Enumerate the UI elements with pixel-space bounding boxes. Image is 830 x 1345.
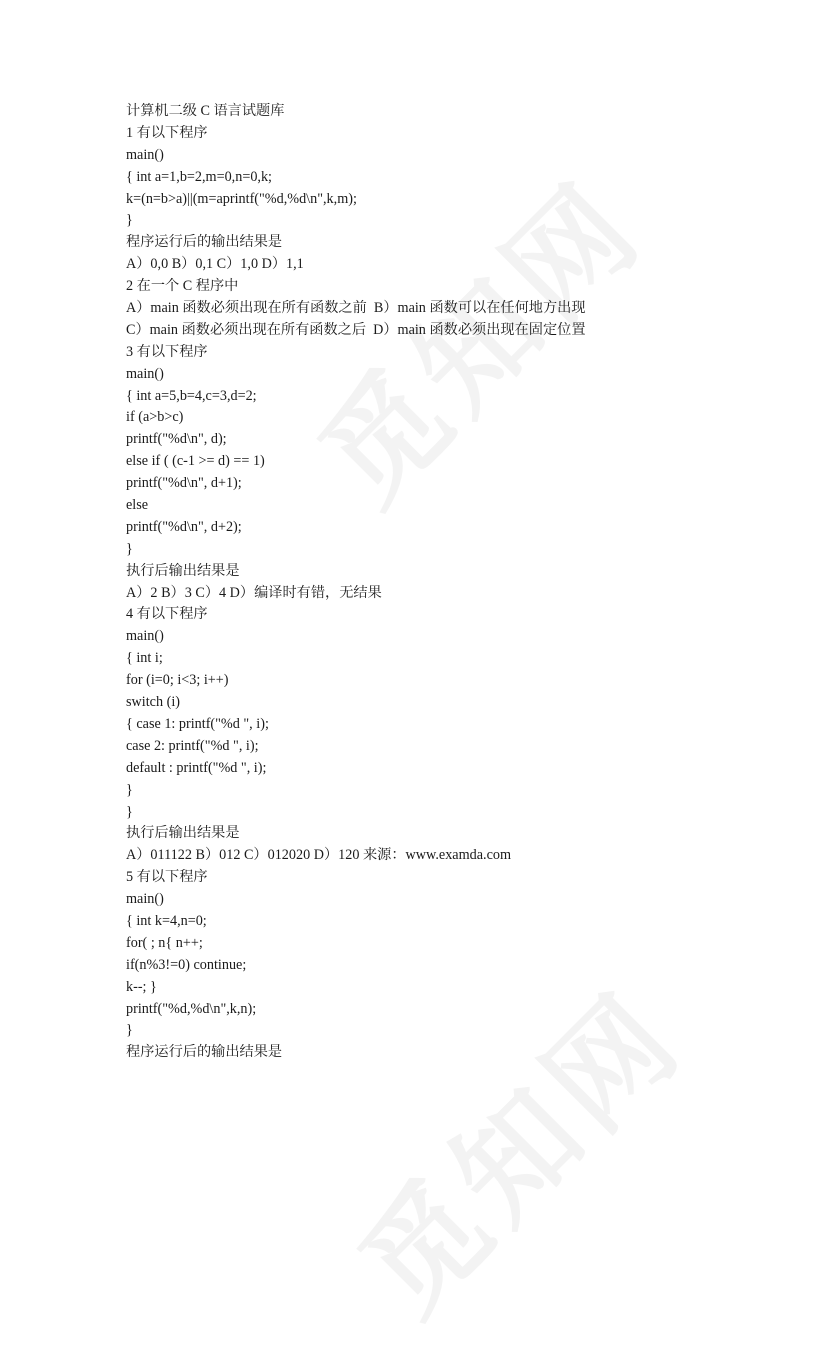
- document-body: [126, 101, 766, 1064]
- text-line: 4 有以下程序: [126, 606, 208, 623]
- text-line: 执行后输出结果是: [126, 562, 240, 579]
- text-line: printf("%d,%d\n",k,n);: [126, 1000, 257, 1017]
- text-line: default : printf("%d ", i);: [126, 759, 267, 776]
- text-line: { case 1: printf("%d ", i);: [126, 715, 269, 732]
- text-line: C）main 函数必须出现在所有函数之后 D）main 函数必须出现在固定位置: [126, 321, 586, 338]
- text-line: main(): [126, 891, 164, 908]
- text-line: A）2 B）3 C）4 D）编译时有错，无结果: [126, 584, 382, 601]
- text-line: 程序运行后的输出结果是: [126, 1044, 283, 1061]
- text-line: }: [126, 540, 133, 557]
- text-line: { int k=4,n=0;: [126, 912, 207, 929]
- text-line: switch (i): [126, 694, 180, 711]
- text-line: if (a>b>c): [126, 409, 184, 426]
- text-line: 程序运行后的输出结果是: [126, 234, 283, 251]
- text-line: case 2: printf("%d ", i);: [126, 737, 259, 754]
- text-line: 1 有以下程序: [126, 124, 208, 141]
- text-line: k=(n=b>a)||(m=aprintf("%d,%d\n",k,m);: [126, 190, 357, 207]
- text-line: main(): [126, 146, 164, 163]
- text-line: else: [126, 497, 149, 514]
- text-line: for (i=0; i<3; i++): [126, 672, 229, 689]
- text-line: { int i;: [126, 650, 163, 667]
- text-line: }: [126, 803, 133, 820]
- text-line: else if ( (c-1 >= d) == 1): [126, 453, 265, 470]
- text-line: main(): [126, 628, 164, 645]
- text-line: main(): [126, 365, 164, 382]
- text-line: 2 在一个 C 程序中: [126, 278, 239, 295]
- text-line: printf("%d\n", d);: [126, 431, 227, 448]
- text-line: printf("%d\n", d+1);: [126, 475, 242, 492]
- text-line: }: [126, 781, 133, 798]
- text-line: for( ; n{ n++;: [126, 934, 203, 951]
- text-line: printf("%d\n", d+2);: [126, 518, 242, 535]
- text-line: k--; }: [126, 978, 157, 995]
- text-line: { int a=1,b=2,m=0,n=0,k;: [126, 168, 273, 185]
- text-line: 执行后输出结果是: [126, 825, 240, 842]
- text-line: 3 有以下程序: [126, 343, 208, 360]
- text-line: if(n%3!=0) continue;: [126, 956, 247, 973]
- text-line: { int a=5,b=4,c=3,d=2;: [126, 387, 257, 404]
- text-line: A）main 函数必须出现在所有函数之前 B）main 函数可以在任何地方出现: [126, 300, 586, 317]
- text-line: A）011122 B）012 C）012020 D）120 来源：www.examda.com: [126, 847, 512, 864]
- text-line: A）0,0 B）0,1 C）1,0 D）1,1: [126, 256, 304, 273]
- text-line: 计算机二级 C 语言试题库: [126, 103, 285, 119]
- text-line: }: [126, 212, 133, 229]
- text-line: 5 有以下程序: [126, 869, 208, 886]
- text-line: }: [126, 1022, 133, 1039]
